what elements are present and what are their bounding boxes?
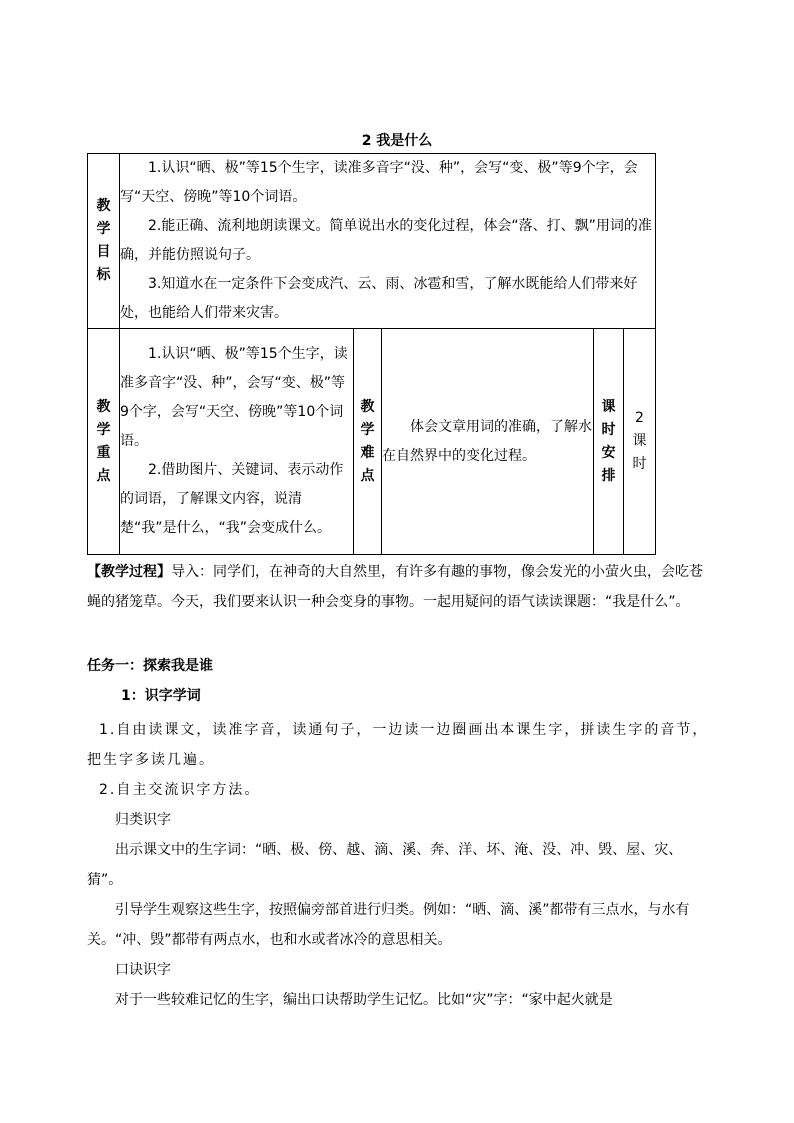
task-section [87,651,715,1015]
objective-item: 3.知道水在一定条件下会变成汽、云、雨、冰雹和雪，了解水既能给人们带来好处，也能给人们带来灾害。 [120,276,638,321]
key-point-item: 1.认识“晒、极”等15个生字，读准多音字“没、种”，会写“变、极”等9个字，会写“天空、傍晚”等10个词语。 [120,346,348,449]
class-hours: 2 课 时 [624,329,656,555]
objectives-header: 教 学 目 标 [88,154,120,329]
subheading: 口诀识字 [115,962,171,978]
key-points-content [120,329,354,555]
lesson-plan-table [87,153,656,555]
list-item: 2.自主交流识字方法。 [99,782,261,798]
step-heading: 1：识字学词 [121,688,201,704]
paragraph: 出示课文中的生字词：“晒、极、傍、越、滴、溪、奔、洋、坏、淹、没、冲、毁、屋、灾、猜”。 [87,842,683,888]
list-item: 1.自由读课文，读准字音，读通句子，一边读一边圈画出本课生字，拼读生字的音节，把生字多读几遍。 [87,722,709,768]
key-point-item: 2.借助图片、关键词、表示动作的词语，了解课文内容，说清楚“我”是什么，“我”会变成什么。 [120,462,344,536]
schedule-header: 课 时 安 排 [594,329,624,555]
process-intro: 【教学过程】导入：同学们，在神奇的大自然里，有许多有趣的事物，像会发光的小萤火虫，会吃苍蝇的猪笼草。今天，我们要来认识一种会变身的事物。一起用疑问的语气读读课题：“我是什么”。 [87,564,703,610]
difficulty-header: 教 学 难 点 [354,329,382,555]
paragraph: 对于一些较难记忆的生字，编出口诀帮助学生记忆。比如“灾”字：“家中起火就是 [115,992,613,1008]
key-points-row [88,329,656,555]
objectives-row [88,154,656,329]
task-heading: 任务一：探索我是谁 [87,658,213,674]
paragraph: 引导学生观察这些生字，按照偏旁部首进行归类。例如：“晒、滴、溪”都带有三点水，与水有关。“冲、毁”都带有两点水，也和水或者冰冷的意思相关。 [87,902,690,948]
page-title: 2 我是什么 [361,133,433,149]
process-label: 【教学过程】 [87,564,171,580]
process-section [87,557,715,617]
objectives-content [120,154,656,329]
objective-item: 2.能正确、流利地朗读课文。简单说出水的变化过程，体会“落、打、飘”用词的准确，并能仿照说句子。 [120,218,652,263]
subheading: 归类识字 [115,812,171,828]
key-points-header: 教 学 重 点 [88,329,120,555]
difficulty-content: 体会文章用词的准确，了解水在自然界中的变化过程。 [382,329,594,555]
objective-item: 1.认识“晒、极”等15个生字，读准多音字“没、种”，会写“变、极”等9个字，会写“天空、傍晚”等10个词语。 [120,160,638,205]
